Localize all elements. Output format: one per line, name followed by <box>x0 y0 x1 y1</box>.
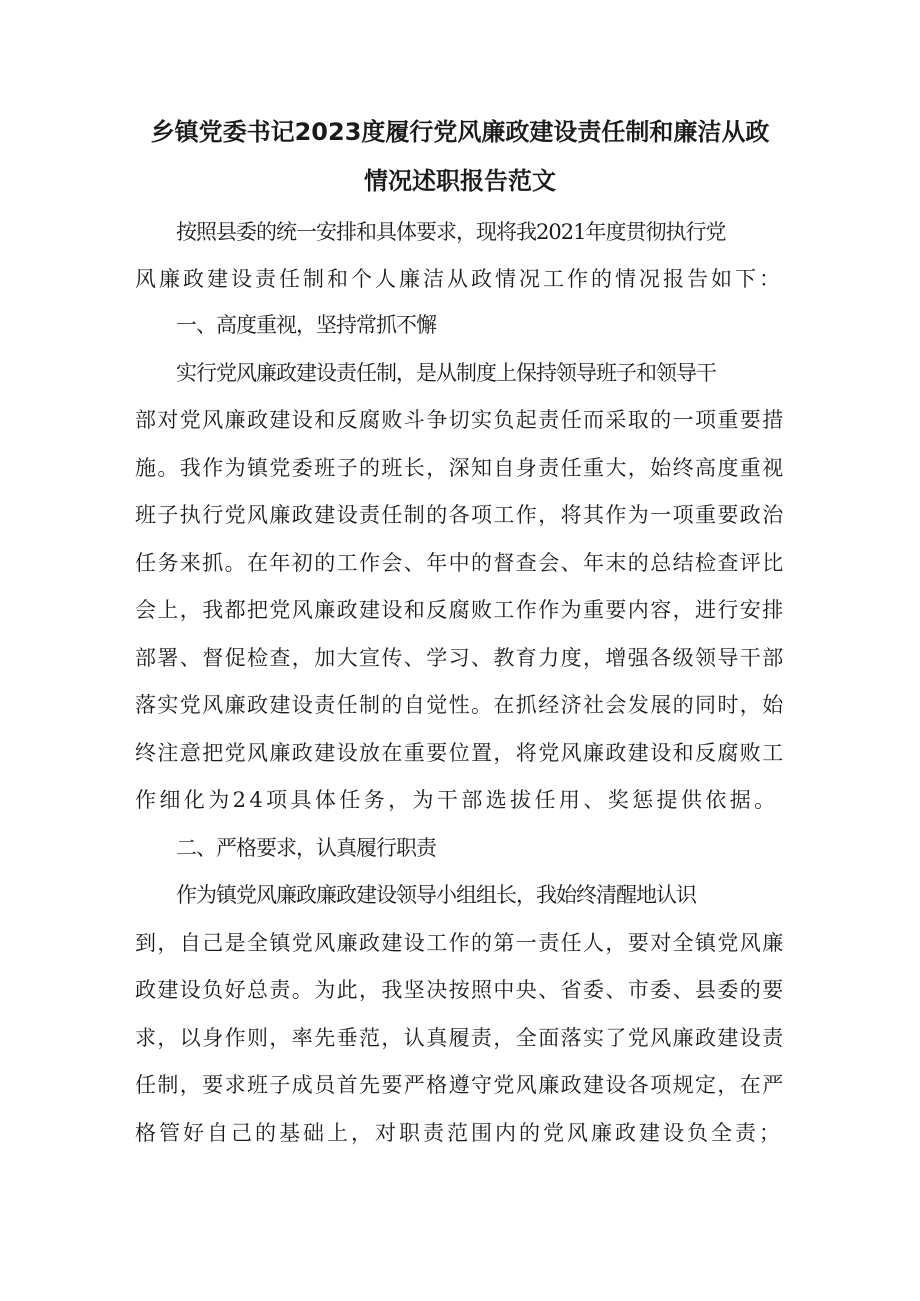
section1-paragraph-line: 施。我作为镇党委班子的班长，深知自身责任重大，始终高度重视 <box>135 456 785 480</box>
section1-paragraph-line: 班子执行党风廉政建设责任制的各项工作，将其作为一项重要政治 <box>135 503 785 527</box>
section2-paragraph-line: 政建设负好总责。为此，我坚决按照中央、省委、市委、县委的要 <box>135 978 785 1002</box>
document-title-line-1: 乡镇党委书记2023度履行党风廉政建设责任制和廉洁从政 <box>150 118 770 146</box>
section1-paragraph-line: 会上，我都把党风廉政建设和反腐败工作作为重要内容，进行安排 <box>135 598 785 622</box>
section1-paragraph-line: 落实党风廉政建设责任制的自觉性。在抓经济社会发展的同时，始 <box>135 693 785 717</box>
section-heading-2: 二、严格要求，认真履行职责 <box>176 836 436 860</box>
section1-paragraph-line: 部对党风廉政建设和反腐败斗争切实负起责任而采取的一项重要措 <box>135 408 785 432</box>
section2-paragraph-line: 任制，要求班子成员首先要严格遵守党风廉政建设各项规定，在严 <box>135 1073 785 1097</box>
section1-paragraph-line: 作细化为24项具体任务，为干部选拔任用、奖惩提供依据。 <box>135 788 779 812</box>
section1-paragraph-line: 任务来抓。在年初的工作会、年中的督查会、年末的总结检查评比 <box>135 551 785 575</box>
section1-paragraph-line: 部署、督促检查，加大宣传、学习、教育力度，增强各级领导干部 <box>135 646 785 670</box>
section-heading-1: 一、高度重视，坚持常抓不懈 <box>176 313 436 337</box>
document-title-line-2: 情况述职报告范文 <box>364 167 556 195</box>
section2-paragraph-line: 到，自己是全镇党风廉政建设工作的第一责任人，要对全镇党风廉 <box>135 931 785 955</box>
intro-paragraph-line: 按照县委的统一安排和具体要求，现将我2021年度贯彻执行党 <box>176 220 726 244</box>
section2-paragraph-line: 求，以身作则，率先垂范，认真履责，全面落实了党风廉政建设责 <box>135 1026 785 1050</box>
section2-paragraph-line: 作为镇党风廉政廉政建设领导小组组长，我始终清醒地认识 <box>176 883 696 907</box>
section2-paragraph-line: 格管好自己的基础上，对职责范围内的党风廉政建设负全责； <box>135 1121 783 1145</box>
section1-paragraph-line: 实行党风廉政建设责任制，是从制度上保持领导班子和领导干 <box>176 361 716 385</box>
section1-paragraph-line: 终注意把党风廉政建设放在重要位置，将党风廉政建设和反腐败工 <box>135 741 785 765</box>
intro-paragraph-line: 风廉政建设责任制和个人廉洁从政情况工作的情况报告如下： <box>135 267 783 291</box>
